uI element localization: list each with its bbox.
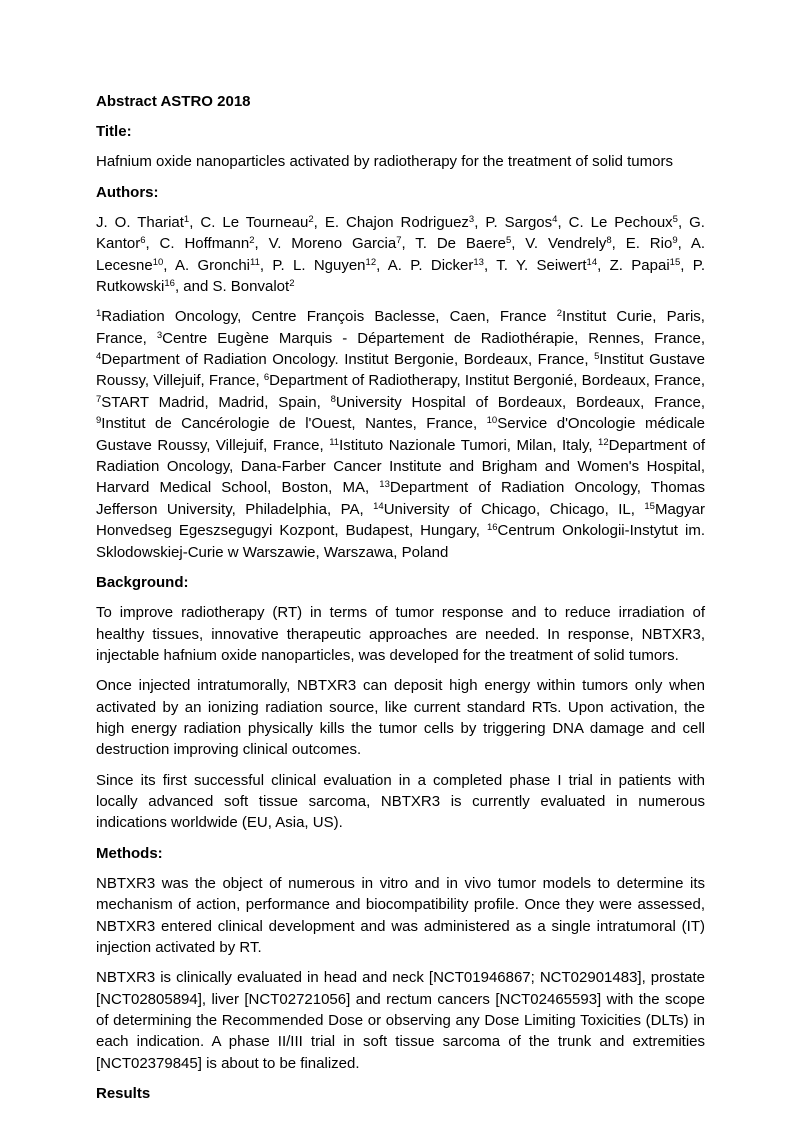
methods-label: Methods: [96,844,163,862]
affiliations-paragraph: $^1$Radiation Oncology, Centre François Baclesse, Caen, France $^2$Institut Curie, Paris, France, $^3$Centre Eugène Marquis - Département de Radiothérapie, Rennes, France, $^4$Department of Radiation Oncology. Institut Bergonie, Bordeaux, France, $^5$Institut Gustave Roussy, Villejuif, France, $^6$Department of Radiotherapy, Institut Bergonié, Bordeaux, France, $^7$START Madrid, Madrid, Spain, $^8$University Hospital of Bordeaux, Bordeaux, France, $^9$Institut de Cancérologie de l'Ouest, Nantes, France, $^{10}$Service d'Oncologie médicale Gustave Roussy, Villejuif, France, $^{11}$Istituto Nazionale Tumori, Milan, Italy, $^{12}$Department of Radiation Oncology, Dana-Farber Cancer Institute and Brigham and Women's Hospital, Harvard Medical School, Boston, MA, $^{13}$Department of Radiation Oncology, Thomas Jefferson University, Philadelphia, PA, $^{14}$University of Chicago, Chicago, IL, $^{15}$Magyar Honvedseg Egeszsegugyi Kozpont, Budapest, Hungary, $^{16}$Centrum Onkologii-Instytut im. Sklodowskiej-Curie w Warszawie, Warszawa, Poland [96,308,706,561]
background-label: Background: [96,573,189,591]
authors-label: Authors: [96,183,159,201]
background-paragraph-2: Once injected intratumorally, NBTXR3 can deposit high energy within tumors only when activated by an ionizing radiation source, like current standard RTs. Upon activation, the high energy radiation physically kills the tumor cells by triggering DNA damage and cell destruction improving clinical outcomes. [96,677,705,759]
document-header: Abstract ASTRO 2018 [96,93,251,110]
background-paragraph-3: Since its first successful clinical evaluation in a completed phase I trial in patients with locally advanced soft tissue sarcoma, NBTXR3 is currently evaluated in numerous indications worldwide (EU, Asia, US). [96,771,705,832]
background-paragraph-1: To improve radiotherapy (RT) in terms of tumor response and to reduce irradiation of healthy tissues, innovative therapeutic approaches are needed. In response, NBTXR3, injectable hafnium oxide nanoparticles, was developed for the treatment of solid tumors. [96,604,705,664]
methods-paragraph-2: NBTXR3 is clinically evaluated in head and neck [NCT01946867; NCT02901483], prostate [NCT02805894], liver [NCT02721056] and rectum cancers [NCT02465593] with the scope of determining the Recommended Dose or observing any Dose Limiting Toxicities (DLTs) in each indication. A phase II/III trial in soft tissue sarcoma of the trunk and extremities [NCT02379845] is about to be finalized. [96,969,705,1072]
title-text: Hafnium oxide nanoparticles activated by radiotherapy for the treatment of solid tumors [96,153,673,171]
authors-paragraph: J. O. Thariat$^1$, C. Le Tourneau$^2$, E. Chajon Rodriguez$^3$, P. Sargos$^4$, C. Le Pechoux$^5$, G. Kantor$^6$, C. Hoffmann$^2$, V. Moreno Garcia$^7$, T. De Baere$^5$, V. Vendrely$^8$, E. Rio$^9$, A. Lecesne$^{10}$, A. Gronchi$^{11}$, P. L. Nguyen$^{12}$, A. P. Dicker$^{13}$, T. Y. Seiwert$^{14}$, Z. Papai$^{15}$, P. Rutkowski$^{16}$, and S. Bonvalot$^2$ [96,213,706,296]
results-label: Results [96,1085,151,1103]
title-label: Title: [96,123,132,141]
methods-paragraph-1: NBTXR3 was the object of numerous in vitro and in vivo tumor models to determine its mechanism of action, performance and biocompatibility profile. Once they were assessed, NBTXR3 entered clinical development and was administered as a single intratumoral (IT) injection activated by RT. [96,874,705,956]
